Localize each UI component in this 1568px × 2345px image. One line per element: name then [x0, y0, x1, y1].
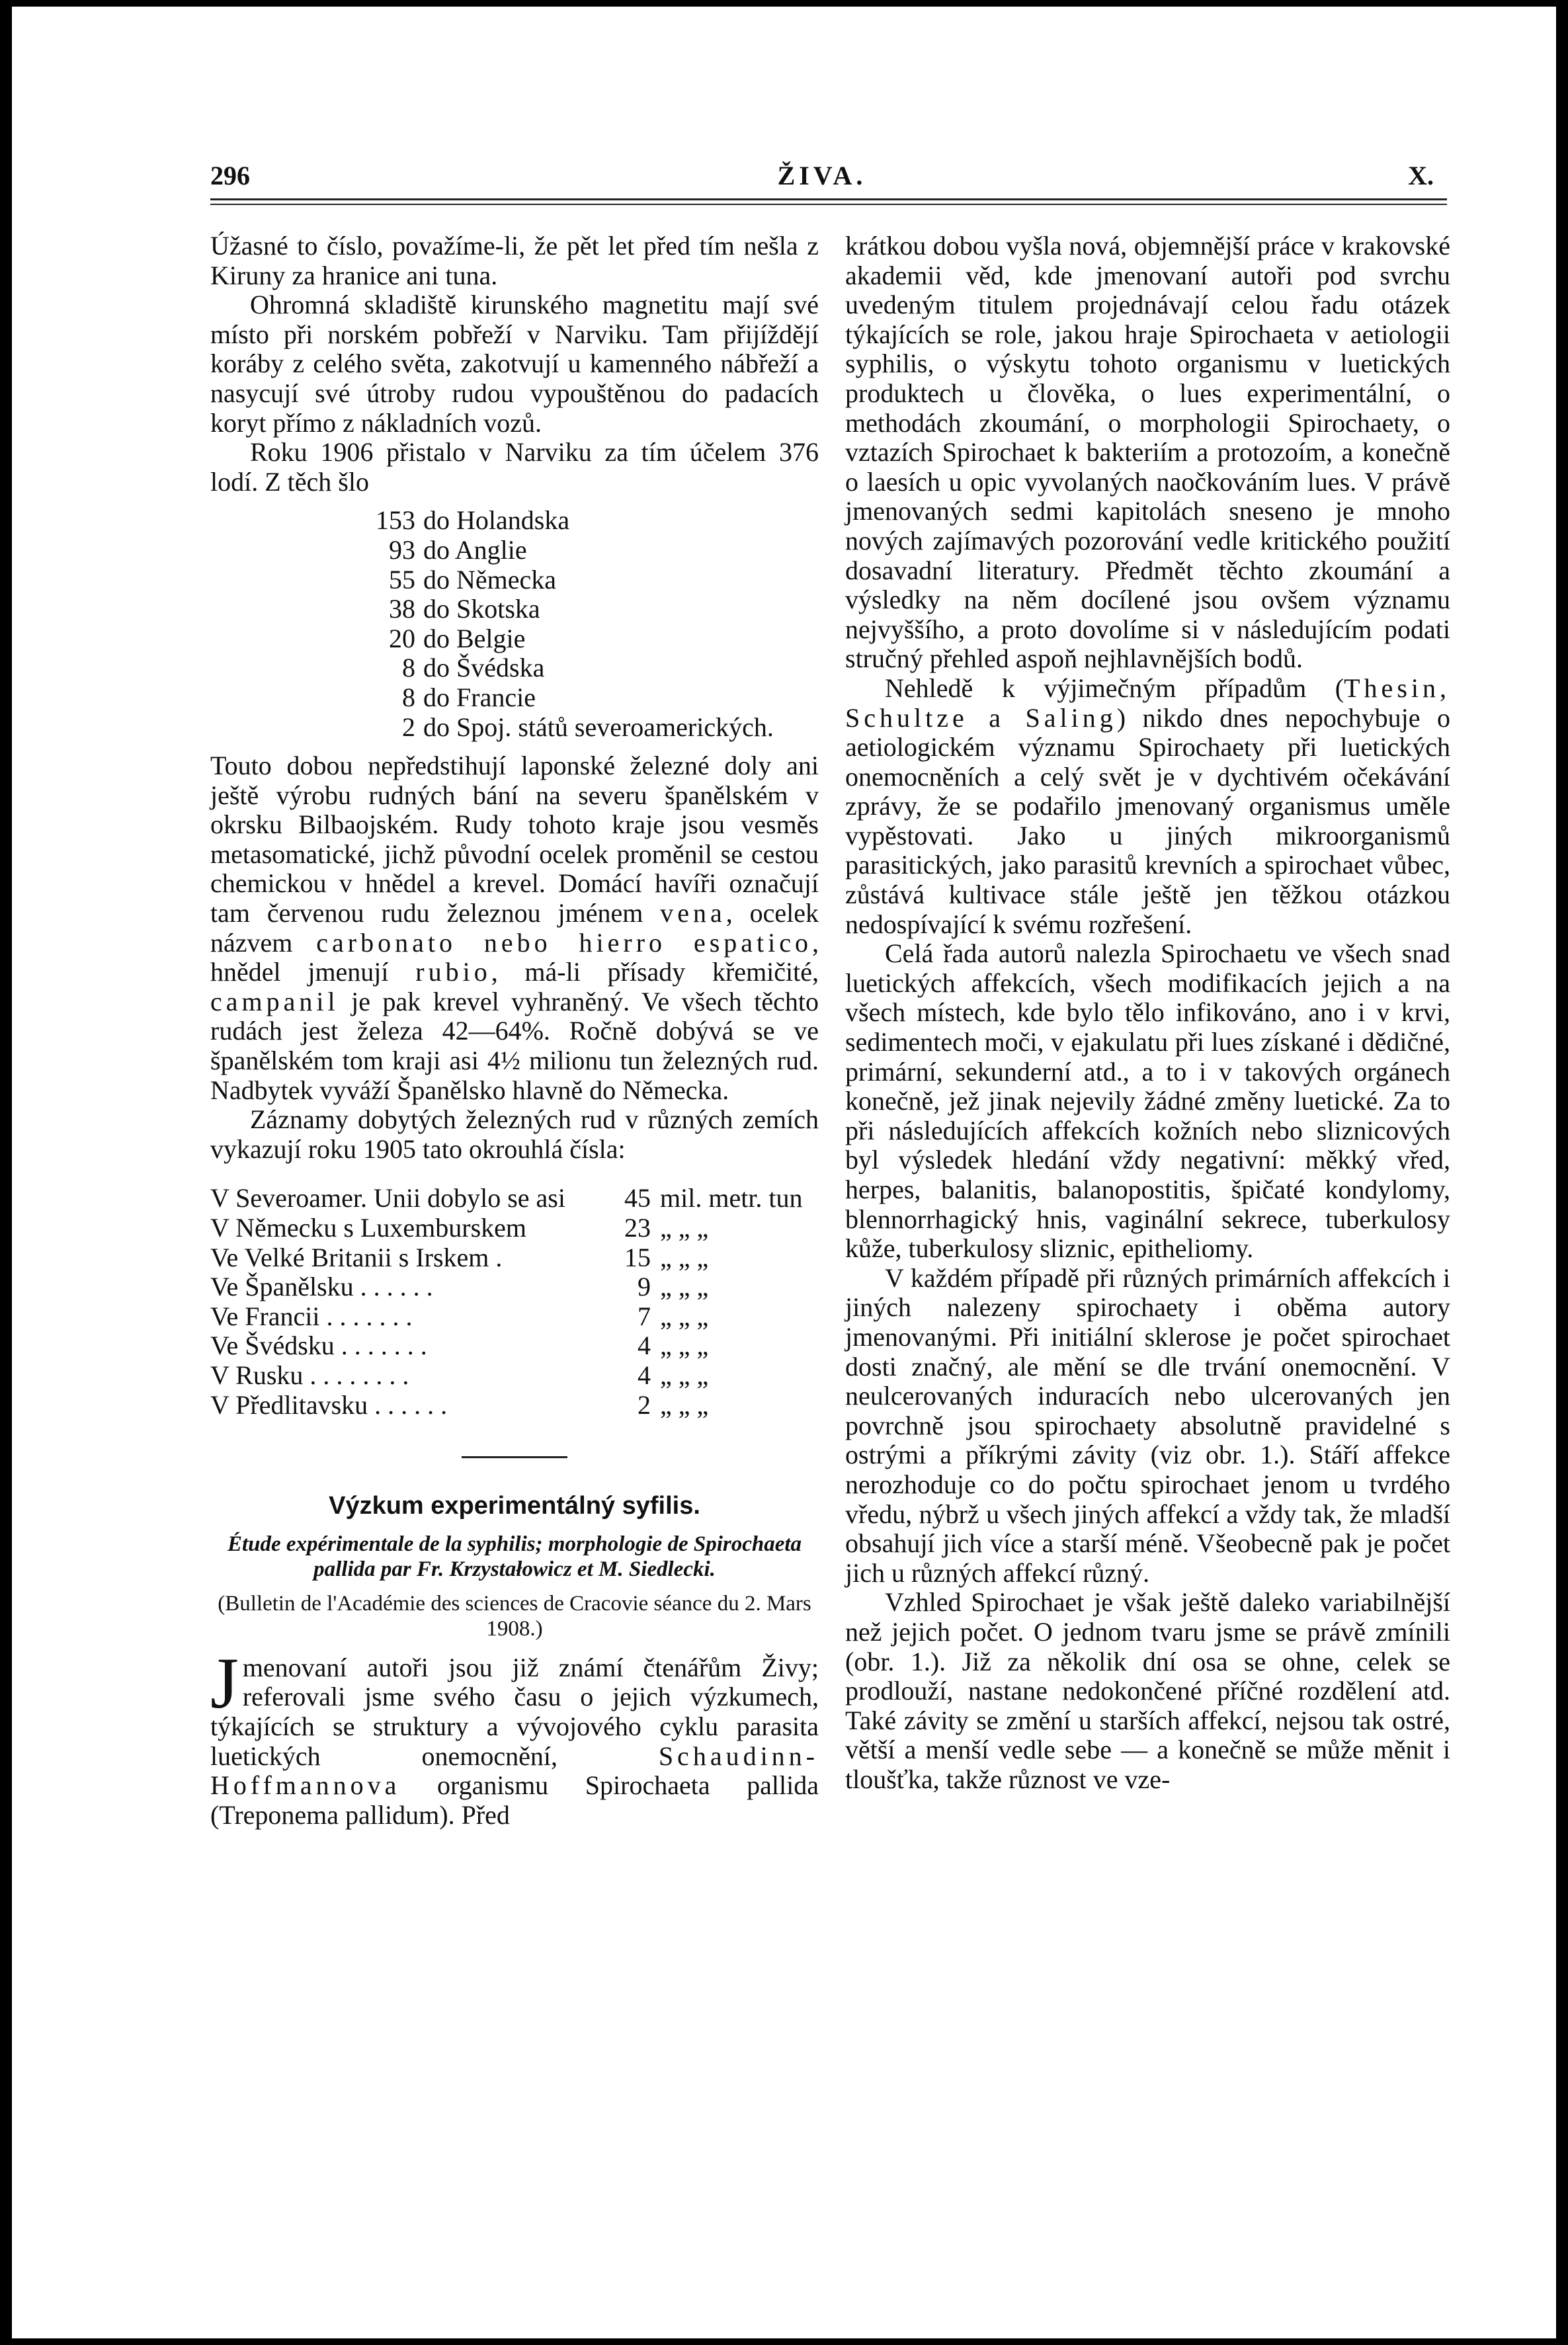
bulletin-reference: (Bulletin de l'Académie des sciences de Cracovie séance du 2. Mars 1908.): [218, 1591, 811, 1641]
list-item: 93 do Anglie: [389, 534, 527, 565]
list-item: 20 do Belgie: [389, 623, 526, 653]
list-item: 38 do Skotska: [389, 594, 540, 624]
table-row: V Severoamer. Unii dobylo se asi 45 mil. metr. tun: [210, 1183, 803, 1214]
list-item: 8 do Francie: [402, 682, 536, 712]
paragraph: Celá řada autorů nalezla Spirochaetu ve všech snad luetických affekcích, všech modifikacích jejich a na všech místech, kde bylo tělo infikováno, ano i v krvi, sedimentech moči, v ejakulatu při lues získané i dědičné, primární, sekunderní atd., a to i v takových orgánech konečně, jež jinak nejevily žádné změny luetické. Za to při následujících affekcích kožních nebo sliznicových byl výsledek hledání vždy negativní: měkký vřed, herpes, balanitis, balanopostitis, špičaté kondylomy, blennorrhagický hnis, vaginální sekrece, tuberkulosy kůže, tuberkulosy sliznic, epitheliomy.: [845, 938, 1450, 1264]
paragraph: Záznamy dobytých železných rud v různých zemích vykazují roku 1905 tato okrouhlá čísla:: [210, 1104, 819, 1164]
volume-number: X.: [1408, 161, 1434, 190]
table-row: V Německu s Luxemburskem 23 „ „ „: [210, 1213, 709, 1243]
page: [12, 7, 1556, 2338]
journal-title: ŽIVA.: [777, 161, 867, 190]
paragraph: Ohromná skladiště kirunského magnetitu mají své místo při norském pobřeží v Narviku. Tam přijíždějí koráby z celého světa, zakotvují u kamenného nábřeží a nasycují své útroby rudou vypouštěnou do padacích koryt přímo z nákladních vozů.: [210, 290, 819, 438]
header-rule: [210, 198, 1447, 200]
header-rule-thin: [210, 204, 1447, 205]
table-row: V Předlitavsku . . . . . . 2 „ „ „: [210, 1389, 709, 1420]
list-item: 153 do Holandska: [376, 505, 570, 536]
page-header: [210, 160, 1434, 200]
table-row: V Rusku . . . . . . . . 4 „ „ „: [210, 1360, 709, 1390]
list-item: 55 do Německa: [389, 564, 557, 595]
paragraph: Úžasné to číslo, považíme-li, že pět let před tím nešla z Kiruny za hranice ani tuna.: [210, 231, 819, 290]
paragraph: V každém případě při různých primárních affekcích i jiných nalezeny spirochaety i oběma autory jmenovanými. Při initiální sklerose je počet spirochaet dosti značný, ale mění se dle trvání onemocnění. V neulcerovaných induracích nebo ulcerovaných jen povrchně jsou spirochaety absolutně pravidelné s ostrými a příkrými závity (viz obr. 1.). Stáří affekce nerozhoduje co do počtu spirochaet jenom u tvrdého vředu, nýbrž u všech jiných affekcí a vždy tak, že mladší obsahují jich více a starší méně. Všeobecně pak je počet jich u různých affekcí různý.: [845, 1262, 1450, 1588]
table-row: Ve Velké Britanii s Irskem . 15 „ „ „: [210, 1242, 709, 1272]
paragraph: krátkou dobou vyšla nová, objemnější práce v krakovské akademii věd, kde jmenovaní autoři pod svrchu uvedeným titulem projednávají celou řadu otázek týkajících se role, jakou hraje Spirochaeta v aetiologii syphilis, o výskytu tohoto organismu v luetických produktech u člověka, o lues experimentální, o methodách zkoumání, o morphologii Spirochaety, o vztazích Spirochaet k bakteriím a protozoím, a konečně o laesích u opic vyvolaných naočkováním lues. V právě jmenovaných sedmi kapitolách sneseno je mnoho nových zajímavých pozorování vedle kritického použití dosavadní literatury. Předmět těchto zkoumání a výsledky na něm docílené jsou ovšem významu nejvyššího, a proto dovolíme si v následujícím podati stručný přehled aspoň nejhlavnějších bodů.: [845, 231, 1450, 674]
paragraph: Nehledě k výjimečným případům (Thesin, Schultze a Saling) nikdo dnes nepochybuje o aetiologickém významu Spirochaety při luetických onemocněních a celý svět je v dychtivém očekávání zprávy, že se podařilo jmenovaný organismus uměle vypěstovati. Jako u jiných mikroorganismů parasitických, jako parasitů krevních a spirochaet vůbec, zůstává kultivace stále ještě jen těžkou otázkou nedospívající k svému rozřešení.: [845, 673, 1450, 939]
paragraph: Vzhled Spirochaet je však ještě daleko variabilnější než jejich počet. O jednom tvaru jsme se právě zmínili (obr. 1.). Již za několik dní osa se ohne, celek se prodlouží, nastane nedokončené příčné rozdělení atd. Také závity se změní u starších affekcí, nejsou tak ostré, větší a menší vedle sebe — a konečně se může měnit i tloušťka, takže různost ve vze-: [845, 1587, 1450, 1794]
table-row: Ve Švédsku . . . . . . . 4 „ „ „: [210, 1331, 709, 1361]
drop-cap: J: [210, 1642, 239, 1723]
shipment-list: [356, 506, 819, 742]
article-subtitle: Étude expérimentale de la syphilis; morphologie de Spirochaeta pallida par Fr. Krzystałowicz et M. Siedlecki.: [227, 1532, 802, 1581]
table-row: Ve Francii . . . . . . . 7 „ „ „: [210, 1301, 709, 1331]
paragraph: Jmenovaní autoři jsou již známí čtenářům Živy; referovali jsme svého času o jejich výzkumech, týkajících se struktury a vývojového cyklu parasita luetických onemocnění, Schaudinn-Hoffmannova organismu Spirochaeta pallida (Treponema pallidum). Před: [210, 1642, 819, 1830]
paragraph: Touto dobou nepředstihují laponské železné doly ani ještě výrobu rudných bání na severu španělském v okrsku Bilbaojském. Rudy tohoto kraje jsou vesměs metasomatické, jichž původní ocelek proměnil se cestou chemickou v hnědel a krevel. Domácí havíři označují tam červenou rudu železnou jménem vena, ocelek názvem carbonato nebo hierro espatico, hnědel jmenují rubio, má-li přísady křemičité, campanil je pak krevel vyhraněný. Ve všech těchto rudách jest železa 42—64%. Ročně dobývá se ve španělském tom kraji asi 4½ milionu tun železných rud. Nadbytek vyváží Španělsko hlavně do Německa.: [210, 751, 819, 1105]
section-divider: [462, 1456, 567, 1458]
list-item: 8 do Švédska: [402, 653, 545, 683]
right-column: [845, 231, 1450, 1794]
table-row: Ve Španělsku . . . . . . 9 „ „ „: [210, 1272, 709, 1302]
list-item: 2 do Spoj. států severoamerických.: [402, 712, 774, 742]
left-column: [210, 231, 819, 1830]
page-number: 296: [210, 161, 250, 190]
production-table: [210, 1184, 819, 1420]
section-title: Výzkum experimentálný syfilis.: [329, 1492, 700, 1520]
paragraph: Roku 1906 přistalo v Narviku za tím účelem 376 lodí. Z těch šlo: [210, 437, 819, 497]
